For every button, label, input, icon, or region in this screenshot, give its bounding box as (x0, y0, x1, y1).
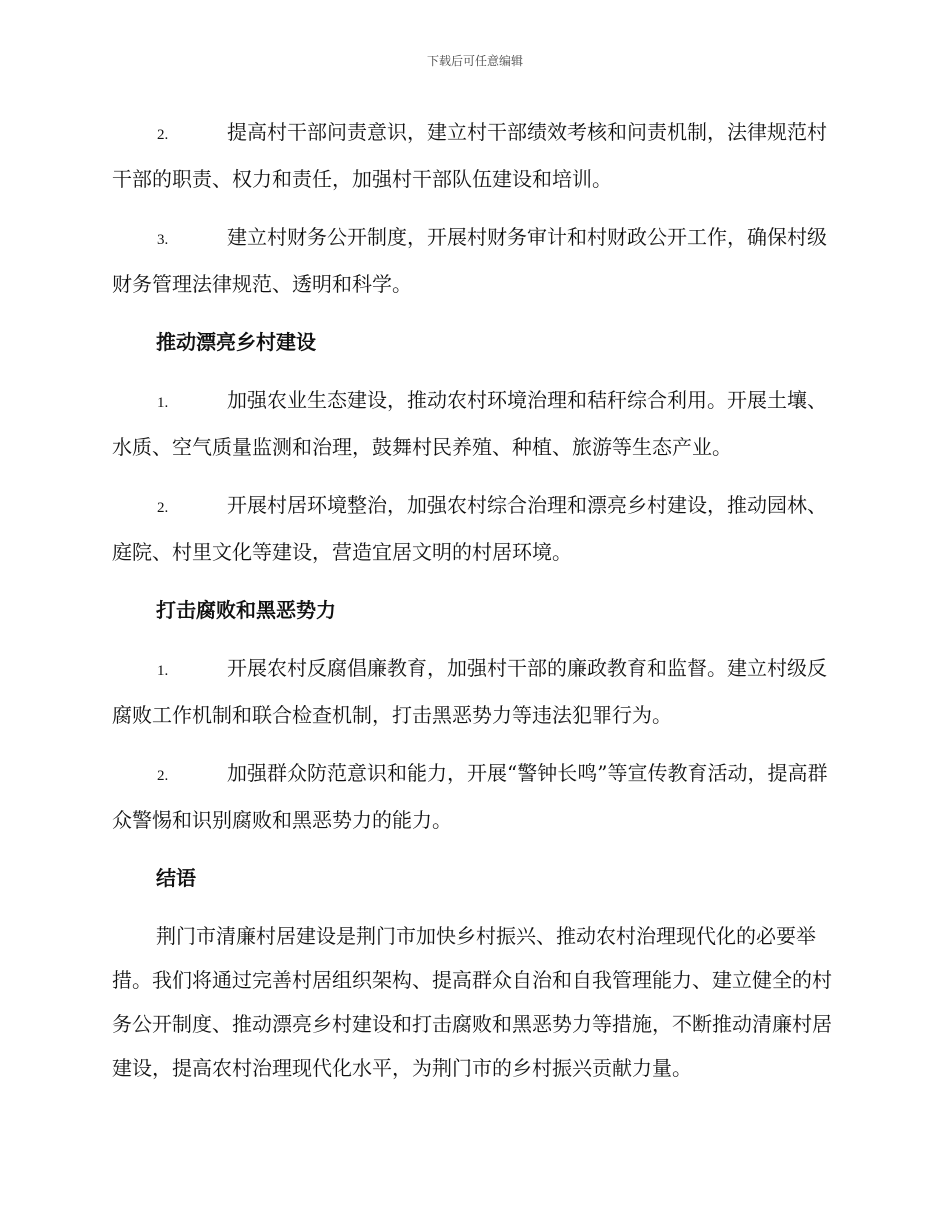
item-text: 建立村财务公开制度，开展村财务审计和村财政公开工作，确保村级财务管理法律规范、透明和科学。 (112, 225, 827, 296)
item-number: 1. (157, 395, 169, 411)
item-number: 3. (157, 232, 169, 248)
item-text: 提高村干部问责意识，建立村干部绩效考核和问责机制，法律规范村干部的职责、权力和责任，加强村干部队伍建设和培训。 (112, 120, 827, 191)
document-body (112, 110, 834, 1090)
list-item (112, 110, 834, 201)
section-heading: 推动漂亮乡村建设 (156, 330, 316, 354)
section-heading: 结语 (156, 866, 196, 890)
item-text: 加强农业生态建设，推动农村环境治理和秸秆综合利用。开展土壤、水质、空气质量监测和治理，鼓舞村民养殖、种植、旅游等生态产业。 (112, 388, 827, 459)
item-text: 开展村居环境整治，加强农村综合治理和漂亮乡村建设，推动园林、庭院、村里文化等建设，营造宜居文明的村居环境。 (112, 493, 827, 564)
page-header: 下载后可任意编辑 (426, 54, 523, 68)
item-number: 2. (157, 768, 169, 784)
item-text: 开展农村反腐倡廉教育，加强村干部的廉政教育和监督。建立村级反腐败工作机制和联合检查机制，打击黑恶势力等违法犯罪行为。 (112, 656, 827, 727)
list-item (112, 483, 834, 574)
conclusion-paragraph: 荆门市清廉村居建设是荆门市加快乡村振兴、推动农村治理现代化的必要举措。我们将通过完善村居组织架构、提高群众自治和自我管理能力、建立健全的村务公开制度、推动漂亮乡村建设和打击腐败和黑恶势力等措施，不断推动清廉村居建设，提高农村治理现代化水平，为荆门市的乡村振兴贡献力量。 (112, 924, 832, 1080)
item-number: 2. (157, 500, 169, 516)
list-item (112, 751, 834, 842)
list-item (112, 215, 834, 306)
list-item (112, 378, 834, 469)
item-number: 2. (157, 127, 169, 143)
list-item (112, 646, 834, 737)
item-number: 1. (157, 663, 169, 679)
item-text: 加强群众防范意识和能力，开展“警钟长鸣”等宣传教育活动，提高群众警惕和识别腐败和黑恶势力的能力。 (112, 761, 828, 832)
section-heading: 打击腐败和黑恶势力 (156, 598, 336, 622)
